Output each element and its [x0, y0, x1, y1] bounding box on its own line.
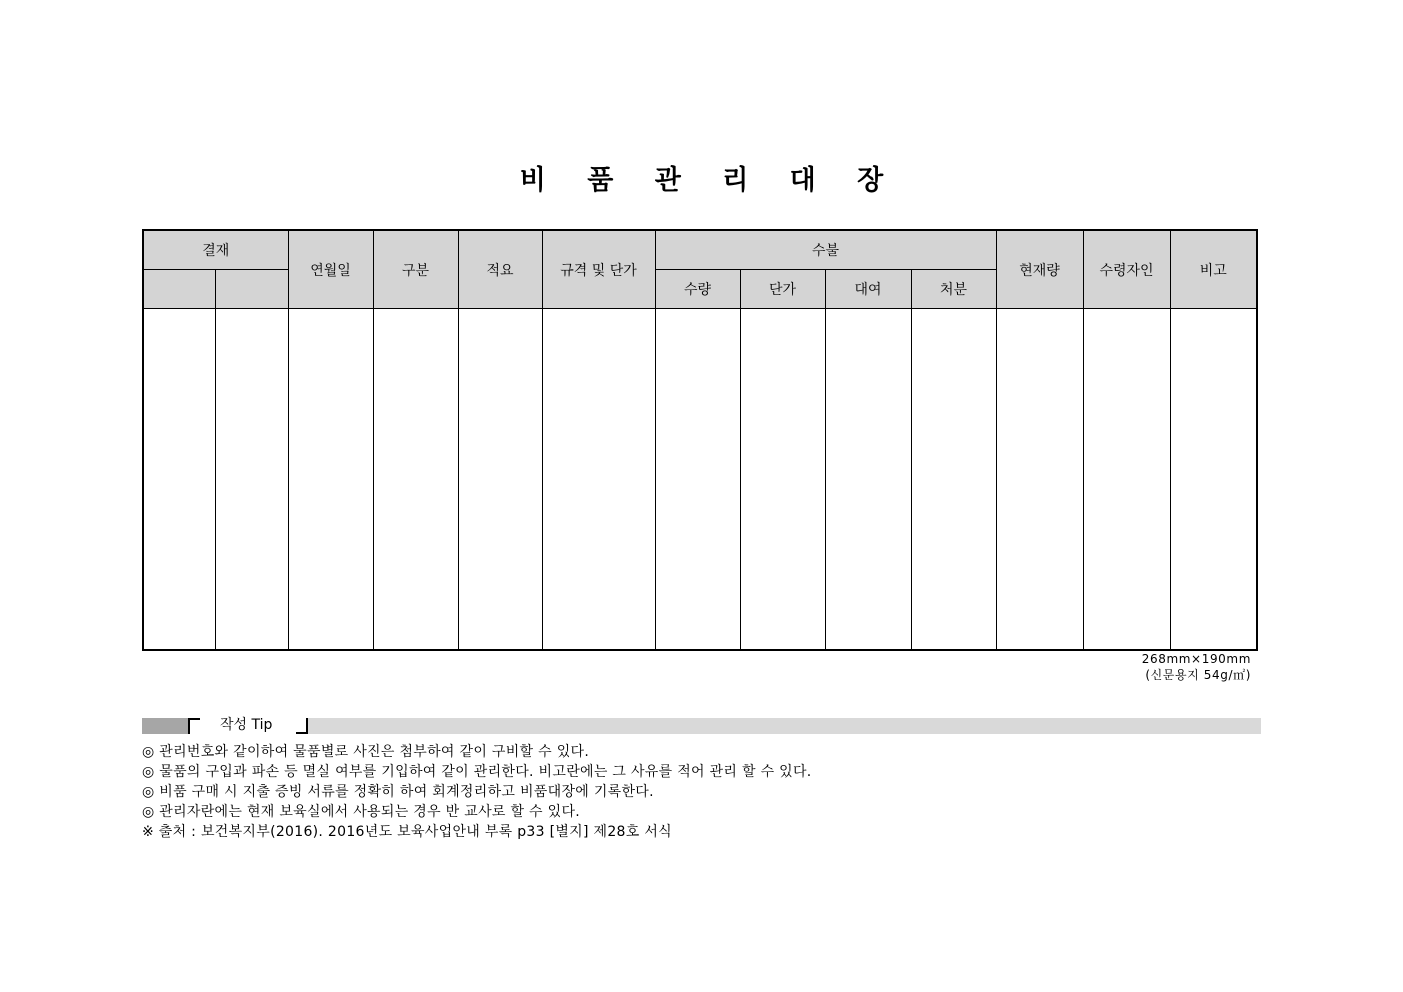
body-cell — [996, 309, 1083, 651]
date-header: 연월일 — [288, 230, 373, 309]
body-cell — [740, 309, 825, 651]
size-note — [1142, 651, 1251, 683]
equipment-ledger-table — [142, 229, 1258, 651]
tip-line: ◎ 비품 구매 시 지출 증빙 서류를 정확히 하여 회계정리하고 비품대장에 기록한다. — [142, 784, 654, 800]
tip-line: ◎ 관리번호와 같이하여 물품별로 사진은 첨부하여 같이 구비할 수 있다. — [142, 744, 590, 760]
body-cell — [1083, 309, 1170, 651]
body-cell — [215, 309, 288, 651]
body-cell — [373, 309, 458, 651]
body-cell — [143, 309, 215, 651]
left-bracket-icon — [188, 718, 200, 734]
tip-line: ◎ 물품의 구입과 파손 등 멸실 여부를 기입하여 같이 관리한다. 비고란에는 그 사유를 적어 관리 할 수 있다. — [142, 764, 812, 780]
description-header: 적요 — [458, 230, 542, 309]
remarks-header: 비고 — [1170, 230, 1257, 309]
right-bracket-icon — [296, 718, 308, 734]
tip-header-bar — [142, 718, 1261, 734]
body-cell — [1170, 309, 1257, 651]
body-cell — [288, 309, 373, 651]
paper-spec: (신문용지 54g/㎡) — [1145, 668, 1251, 682]
body-cell — [825, 309, 911, 651]
body-cell — [655, 309, 740, 651]
source-line: ※ 출처 : 보건복지부(2016). 2016년도 보육사업안내 부록 p33 [별지] 제28호 서식 — [142, 824, 672, 840]
lending-header: 대여 — [825, 270, 911, 309]
body-cell — [542, 309, 655, 651]
approval-cell-2 — [215, 270, 288, 309]
tip-bar-accent — [142, 718, 188, 734]
size-dimensions: 268mm×190mm — [1141, 652, 1251, 666]
table-body-row — [143, 309, 1257, 651]
page-title: 비 품 관 리 대 장 — [519, 165, 900, 196]
body-cell — [911, 309, 996, 651]
quantity-header: 수량 — [655, 270, 740, 309]
category-header: 구분 — [373, 230, 458, 309]
receipt-issue-header: 수불 — [655, 230, 996, 270]
tip-line: ◎ 관리자란에는 현재 보육실에서 사용되는 경우 반 교사로 할 수 있다. — [142, 804, 581, 820]
header-row-1 — [143, 230, 1257, 270]
approval-header: 결재 — [143, 230, 288, 270]
tip-label: 작성 Tip — [220, 717, 273, 733]
body-cell — [458, 309, 542, 651]
unit-price-header: 단가 — [740, 270, 825, 309]
recipient-header: 수령자인 — [1083, 230, 1170, 309]
current-stock-header: 현재량 — [996, 230, 1083, 309]
disposal-header: 처분 — [911, 270, 996, 309]
spec-price-header: 규격 및 단가 — [542, 230, 655, 309]
approval-cell-1 — [143, 270, 215, 309]
tip-list — [142, 742, 812, 842]
